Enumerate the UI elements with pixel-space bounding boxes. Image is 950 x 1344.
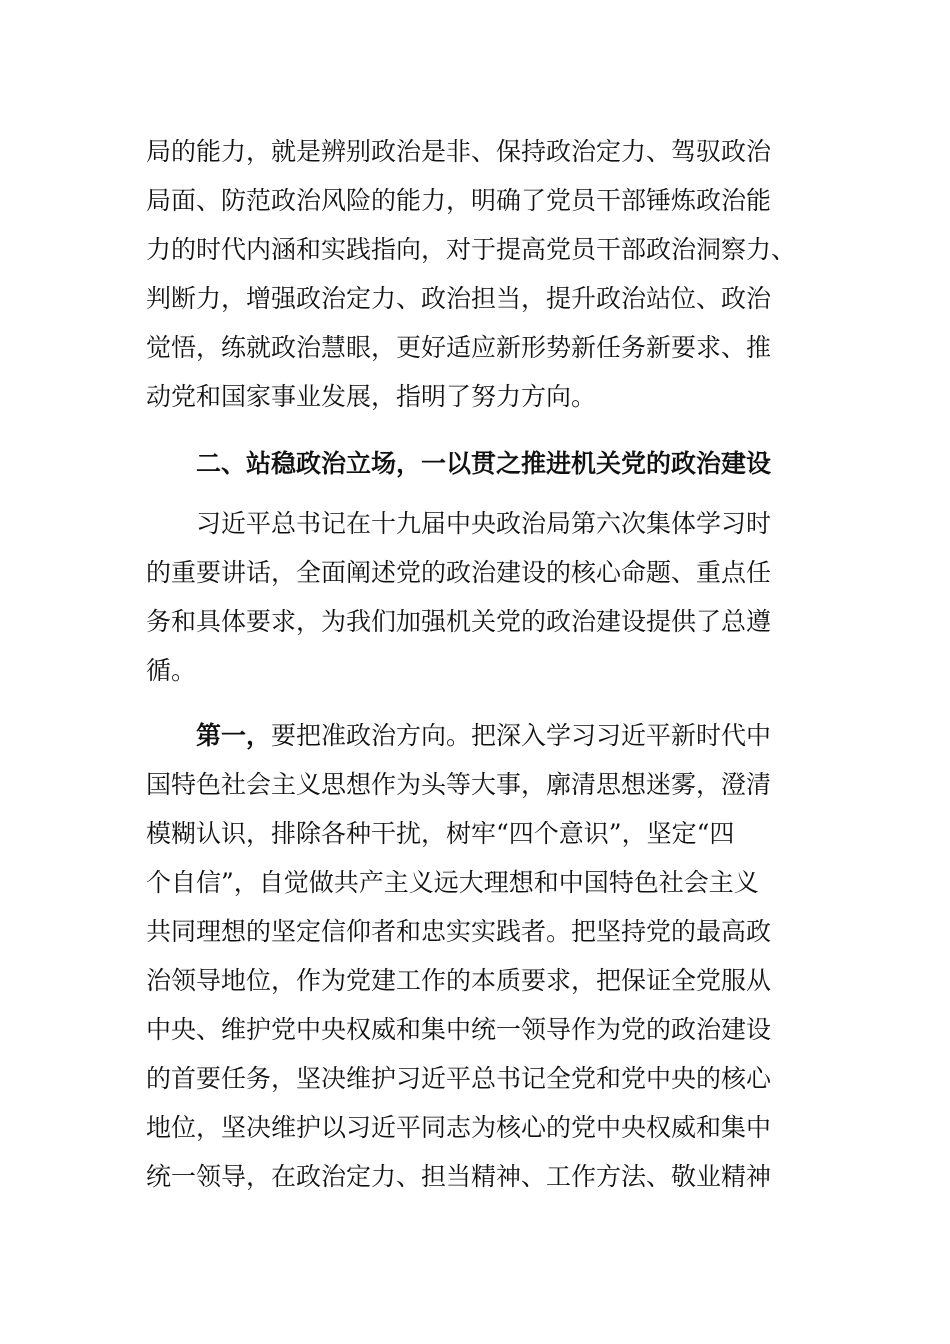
paragraph-line: 国特色社会主义思想作为头等大事，廓清思想迷雾，澄清 bbox=[146, 770, 772, 799]
paragraph-line: 判断力，增强政治定力、政治担当，提升政治站位、政治 bbox=[146, 284, 772, 313]
paragraph-line: 共同理想的坚定信仰者和忠实实践者。把坚持党的最高政 bbox=[146, 917, 772, 946]
paragraph-line: 个自信”，自觉做共产主义远大理想和中国特色社会主义 bbox=[146, 868, 759, 897]
paragraph-line: 局的能力，就是辨别政治是非、保持政治定力、驾驭政治 bbox=[146, 137, 772, 166]
paragraph-line: 统一领导，在政治定力、担当精神、工作方法、敬业精神 bbox=[146, 1162, 772, 1191]
paragraph-line: 治领导地位，作为党建工作的本质要求，把保证全党服从 bbox=[146, 966, 772, 995]
paragraph-line: 力的时代内涵和实践指向，对于提高党员干部政治洞察力、 bbox=[146, 235, 797, 264]
paragraph-line: 习近平总书记在十九届中央政治局第六次集体学习时 bbox=[196, 509, 772, 538]
paragraph-line: 动党和国家事业发展，指明了努力方向。 bbox=[146, 382, 597, 411]
paragraph-line: 觉悟，练就政治慧眼，更好适应新形势新任务新要求、推 bbox=[146, 333, 772, 362]
paragraph-first-line bbox=[196, 718, 771, 754]
paragraph-line: 的首要任务，坚决维护习近平总书记全党和党中央的核心 bbox=[146, 1064, 772, 1093]
paragraph-line: 中央、维护党中央权威和集中统一领导作为党的政治建设 bbox=[146, 1015, 772, 1044]
paragraph-lead: 第一， bbox=[196, 721, 272, 750]
section-heading: 二、站稳政治立场，一以贯之推进机关党的政治建设 bbox=[196, 449, 772, 478]
paragraph-line: 局面、防范政治风险的能力，明确了党员干部锤炼政治能 bbox=[146, 186, 772, 215]
paragraph-line: 的重要讲话，全面阐述党的政治建设的核心命题、重点任 bbox=[146, 558, 772, 587]
paragraph-first-line-text: 要把准政治方向。把深入学习习近平新时代中 bbox=[271, 721, 772, 750]
paragraph-line: 模糊认识，排除各种干扰，树牢“四个意识”，坚定“四 bbox=[146, 819, 735, 848]
paragraph-line: 循。 bbox=[146, 656, 197, 685]
paragraph-line: 务和具体要求，为我们加强机关党的政治建设提供了总遵 bbox=[146, 607, 772, 636]
paragraph-line: 地位，坚决维护以习近平同志为核心的党中央权威和集中 bbox=[146, 1113, 772, 1142]
